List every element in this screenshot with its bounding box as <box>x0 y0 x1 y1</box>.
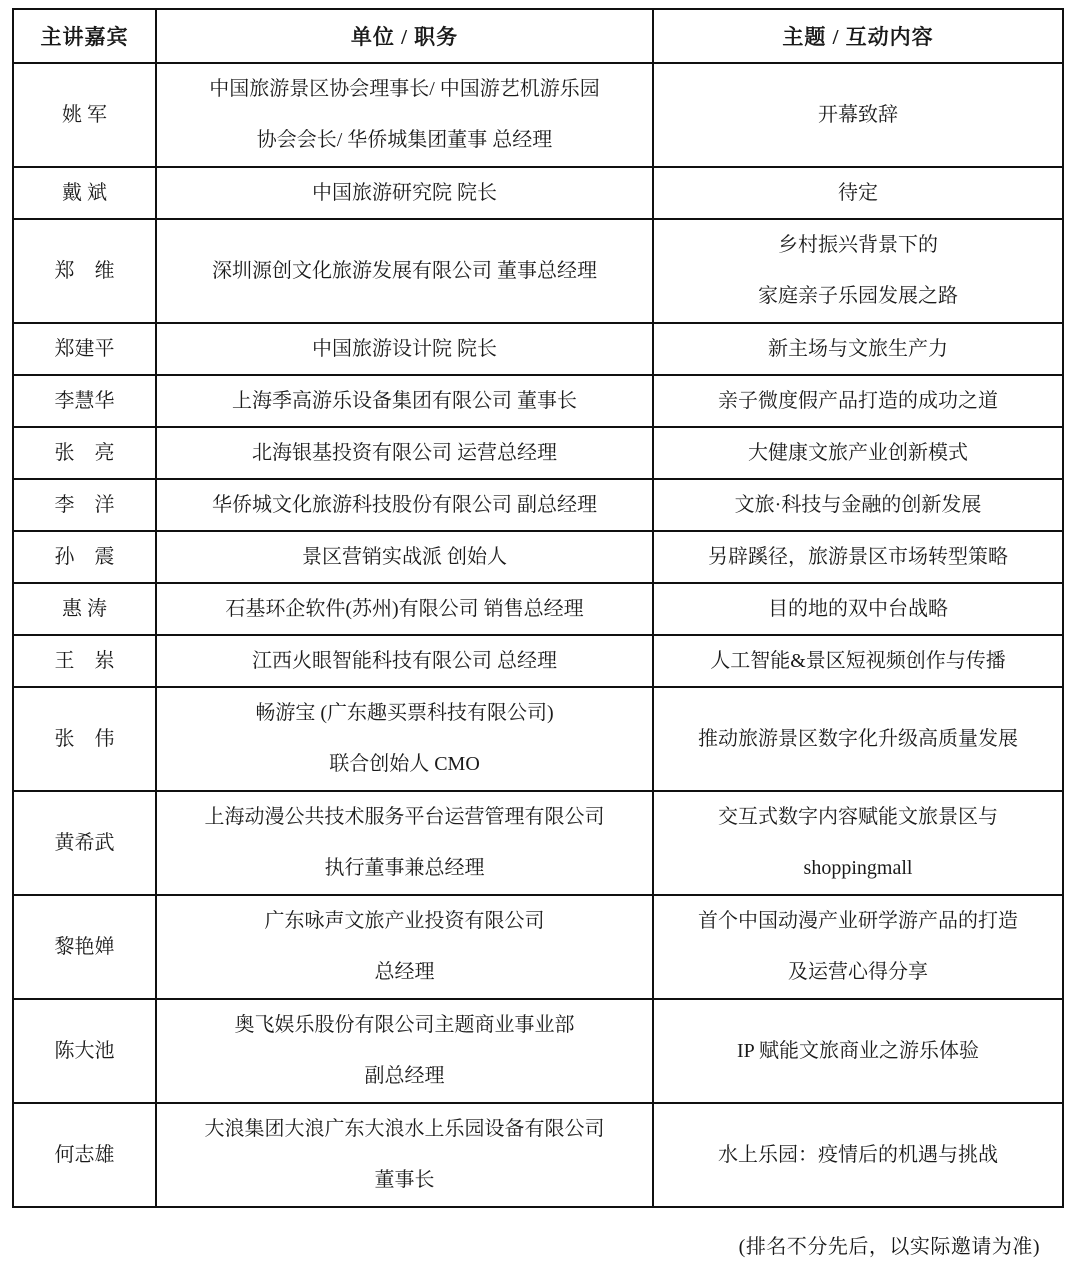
speaker-name-cell <box>13 687 156 791</box>
text-line: 郑 维 <box>54 260 115 282</box>
topic-cell <box>653 531 1063 583</box>
unit-title-cell <box>156 219 653 323</box>
text-line: 戴 斌 <box>62 182 107 204</box>
text-line: 中国旅游研究院 院长 <box>312 182 497 204</box>
unit-title-cell <box>156 427 653 479</box>
topic-cell <box>653 583 1063 635</box>
text-line: 另辟蹊径，旅游景区市场转型策略 <box>708 546 1008 568</box>
header-row <box>13 9 1063 63</box>
text-line: 家庭亲子乐园发展之路 <box>758 285 958 307</box>
text-line: 深圳源创文化旅游发展有限公司 董事总经理 <box>212 260 597 282</box>
text-line: 开幕致辞 <box>818 104 898 126</box>
text-line: 目的地的双中台战略 <box>768 598 948 620</box>
footnote: (排名不分先后，以实际邀请为准) <box>738 1236 1040 1258</box>
text-line: 总经理 <box>374 961 435 983</box>
table-row <box>13 531 1063 583</box>
text-line: 中国旅游景区协会理事长/ 中国游艺机游乐园 <box>209 78 600 100</box>
topic-cell <box>653 479 1063 531</box>
table-row <box>13 635 1063 687</box>
column-header-unit-title: 单位 / 职务 <box>156 9 653 63</box>
text-line: 上海动漫公共技术服务平台运营管理有限公司 <box>204 806 605 828</box>
text-line: 文旅·科技与金融的创新发展 <box>734 494 982 516</box>
unit-title-cell <box>156 375 653 427</box>
text-line: 副总经理 <box>364 1065 445 1087</box>
speaker-name-cell <box>13 999 156 1103</box>
text-line: 北海银基投资有限公司 运营总经理 <box>252 442 557 464</box>
text-line: shoppingmall <box>803 857 913 879</box>
table-row <box>13 375 1063 427</box>
text-line: 乡村振兴背景下的 <box>778 234 938 256</box>
speaker-name-cell <box>13 895 156 999</box>
table-row <box>13 323 1063 375</box>
unit-title-cell <box>156 479 653 531</box>
unit-title-cell <box>156 687 653 791</box>
text-line: 郑建平 <box>54 338 115 360</box>
text-line: IP 赋能文旅商业之游乐体验 <box>736 1040 980 1062</box>
topic-cell <box>653 687 1063 791</box>
table-row <box>13 167 1063 219</box>
table-row <box>13 687 1063 791</box>
table-row <box>13 999 1063 1103</box>
text-line: 大健康文旅产业创新模式 <box>748 442 968 464</box>
text-line: 大浪集团大浪广东大浪水上乐园设备有限公司 <box>204 1118 605 1140</box>
table-row <box>13 63 1063 167</box>
text-line: 陈大池 <box>54 1040 115 1062</box>
speaker-name-cell <box>13 167 156 219</box>
text-line: 待定 <box>838 182 878 204</box>
text-line: 推动旅游景区数字化升级高质量发展 <box>698 728 1018 750</box>
unit-title-cell <box>156 323 653 375</box>
text-line: 姚 军 <box>62 104 107 126</box>
speaker-name-cell <box>13 323 156 375</box>
topic-cell <box>653 323 1063 375</box>
text-line: 水上乐园：疫情后的机遇与挑战 <box>718 1144 998 1166</box>
unit-title-cell <box>156 583 653 635</box>
text-line: 联合创始人 CMO <box>329 753 480 775</box>
text-line: 协会会长/ 华侨城集团董事 总经理 <box>256 129 553 151</box>
text-line: 张 亮 <box>54 442 115 464</box>
topic-cell <box>653 999 1063 1103</box>
text-line: 首个中国动漫产业研学游产品的打造 <box>698 910 1018 932</box>
table-row <box>13 219 1063 323</box>
table-row <box>13 1103 1063 1207</box>
table-row <box>13 479 1063 531</box>
unit-title-cell <box>156 999 653 1103</box>
text-line: 亲子微度假产品打造的成功之道 <box>718 390 998 412</box>
speaker-name-cell <box>13 63 156 167</box>
unit-title-cell <box>156 167 653 219</box>
text-line: 李 洋 <box>54 494 115 516</box>
text-line: 华侨城文化旅游科技股份有限公司 副总经理 <box>212 494 597 516</box>
speaker-name-cell <box>13 531 156 583</box>
text-line: 黄希武 <box>54 832 115 854</box>
text-line: 中国旅游设计院 院长 <box>312 338 497 360</box>
table-row <box>13 427 1063 479</box>
unit-title-cell <box>156 895 653 999</box>
text-line: 王 岽 <box>54 650 115 672</box>
topic-cell <box>653 219 1063 323</box>
text-line: 何志雄 <box>54 1144 115 1166</box>
unit-title-cell <box>156 1103 653 1207</box>
text-line: 新主场与文旅生产力 <box>768 338 948 360</box>
text-line: 及运营心得分享 <box>788 961 928 983</box>
text-line: 奥飞娱乐股份有限公司主题商业事业部 <box>234 1014 575 1036</box>
topic-cell <box>653 375 1063 427</box>
table-header <box>13 9 1063 63</box>
speaker-name-cell <box>13 583 156 635</box>
text-line: 畅游宝 (广东趣买票科技有限公司) <box>255 702 554 724</box>
unit-title-cell <box>156 531 653 583</box>
column-header-topic: 主题 / 互动内容 <box>653 9 1063 63</box>
table-row <box>13 895 1063 999</box>
text-line: 上海季高游乐设备集团有限公司 董事长 <box>232 390 577 412</box>
speaker-name-cell <box>13 791 156 895</box>
speaker-schedule-table <box>12 8 1064 1208</box>
topic-cell <box>653 635 1063 687</box>
speaker-name-cell <box>13 427 156 479</box>
speaker-name-cell <box>13 1103 156 1207</box>
table-body <box>13 63 1063 1207</box>
speaker-name-cell <box>13 375 156 427</box>
topic-cell <box>653 791 1063 895</box>
text-line: 石基环企软件(苏州)有限公司 销售总经理 <box>225 598 584 620</box>
table-row <box>13 791 1063 895</box>
text-line: 交互式数字内容赋能文旅景区与 <box>718 806 998 828</box>
unit-title-cell <box>156 791 653 895</box>
speaker-name-cell <box>13 635 156 687</box>
unit-title-cell <box>156 635 653 687</box>
table-row <box>13 583 1063 635</box>
speaker-name-cell <box>13 479 156 531</box>
text-line: 张 伟 <box>54 728 115 750</box>
text-line: 广东咏声文旅产业投资有限公司 <box>264 910 545 932</box>
unit-title-cell <box>156 63 653 167</box>
text-line: 李慧华 <box>54 390 115 412</box>
text-line: 景区营销实战派 创始人 <box>302 546 507 568</box>
text-line: 董事长 <box>374 1169 435 1191</box>
text-line: 惠 涛 <box>62 598 107 620</box>
text-line: 孙 震 <box>54 546 115 568</box>
topic-cell <box>653 1103 1063 1207</box>
text-line: 江西火眼智能科技有限公司 总经理 <box>252 650 557 672</box>
text-line: 人工智能&景区短视频创作与传播 <box>710 650 1006 672</box>
topic-cell <box>653 427 1063 479</box>
speaker-name-cell <box>13 219 156 323</box>
topic-cell <box>653 167 1063 219</box>
topic-cell <box>653 895 1063 999</box>
column-header-speaker: 主讲嘉宾 <box>13 9 156 63</box>
text-line: 执行董事兼总经理 <box>324 857 485 879</box>
topic-cell <box>653 63 1063 167</box>
text-line: 黎艳婵 <box>54 936 115 958</box>
